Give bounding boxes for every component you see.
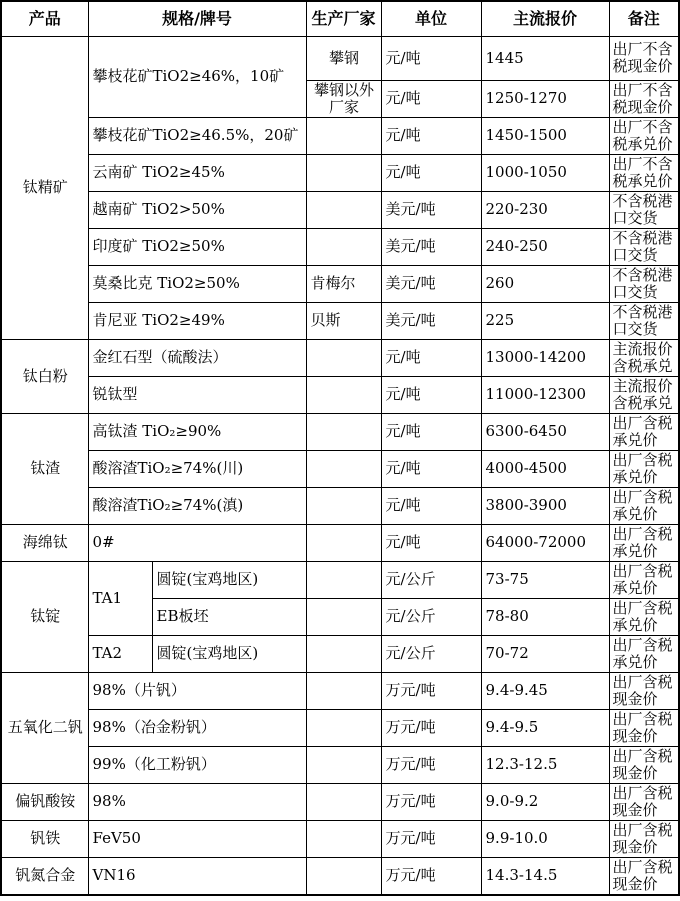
unit-cell: 万元/吨 (381, 820, 481, 857)
remark-cell: 出厂不含税承兑价 (609, 154, 679, 191)
product-vanadium-pentoxide-cell: 五氧化二钒 (1, 672, 88, 783)
unit-cell: 美元/吨 (381, 228, 481, 265)
remark-cell: 出厂含税现金价 (609, 857, 679, 895)
remark-cell: 出厂不含税承兑价 (609, 117, 679, 154)
spec-cell: 金红石型（硫酸法） (88, 339, 306, 376)
column-header: 主流报价 (481, 1, 609, 36)
price-cell: 73-75 (481, 561, 609, 598)
product-titanium-ingot-cell: 钛锭 (1, 561, 88, 672)
table-row (1, 672, 679, 709)
maker-cell: 攀钢以外厂家 (306, 80, 381, 117)
grade-cell: TA1 (88, 561, 152, 635)
price-cell: 260 (481, 265, 609, 302)
table-row (1, 635, 679, 672)
spec-cell: 锐钛型 (88, 376, 306, 413)
unit-cell: 元/吨 (381, 36, 481, 80)
price-cell: 70-72 (481, 635, 609, 672)
unit-cell: 元/吨 (381, 524, 481, 561)
maker-cell (306, 561, 381, 598)
unit-cell: 美元/吨 (381, 191, 481, 228)
maker-cell: 贝斯 (306, 302, 381, 339)
column-header: 备注 (609, 1, 679, 36)
remark-cell: 不含税港口交货 (609, 191, 679, 228)
spec-cell: 酸溶渣TiO₂≥74%(滇) (88, 487, 306, 524)
table-row (1, 820, 679, 857)
unit-cell: 万元/吨 (381, 857, 481, 895)
column-header: 单位 (381, 1, 481, 36)
price-cell: 3800-3900 (481, 487, 609, 524)
unit-cell: 万元/吨 (381, 783, 481, 820)
product-ammonium-metavanadate-cell: 偏钒酸铵 (1, 783, 88, 820)
unit-cell: 元/公斤 (381, 635, 481, 672)
unit-cell: 元/吨 (381, 413, 481, 450)
table-row (1, 857, 679, 895)
column-header: 生产厂家 (306, 1, 381, 36)
remark-cell: 出厂不含税现金价 (609, 36, 679, 80)
table-row (1, 117, 679, 154)
maker-cell (306, 191, 381, 228)
table-row (1, 191, 679, 228)
table-row (1, 376, 679, 413)
product-vanadium-nitrogen-alloy-cell: 钒氮合金 (1, 857, 88, 895)
unit-cell: 元/公斤 (381, 561, 481, 598)
product-titanium-sponge-cell: 海绵钛 (1, 524, 88, 561)
maker-cell (306, 450, 381, 487)
spec-cell: 98%（冶金粉钒） (88, 709, 306, 746)
spec-cell: 高钛渣 TiO₂≥90% (88, 413, 306, 450)
maker-cell (306, 117, 381, 154)
maker-cell (306, 487, 381, 524)
column-header: 产品 (1, 1, 88, 36)
spec-cell: 攀枝花矿TiO2≥46.5%，20矿 (88, 117, 306, 154)
price-cell: 14.3-14.5 (481, 857, 609, 895)
table-header (1, 1, 679, 36)
spec-cell: 0# (88, 524, 306, 561)
price-cell: 9.9-10.0 (481, 820, 609, 857)
table-row (1, 561, 679, 598)
table-row (1, 302, 679, 339)
product-ferrovanadium-cell: 钒铁 (1, 820, 88, 857)
product-titanium-dioxide-cell: 钛白粉 (1, 339, 88, 413)
table-row (1, 265, 679, 302)
spec-cell: 云南矿 TiO2≥45% (88, 154, 306, 191)
price-cell: 1445 (481, 36, 609, 80)
product-titanium-concentrate-cell: 钛精矿 (1, 36, 88, 339)
remark-cell: 出厂含税承兑价 (609, 635, 679, 672)
spec-cell: 圆锭(宝鸡地区) (152, 635, 306, 672)
remark-cell: 出厂含税承兑价 (609, 450, 679, 487)
maker-cell (306, 746, 381, 783)
spec-cell: 莫桑比克 TiO2≥50% (88, 265, 306, 302)
price-cell: 6300-6450 (481, 413, 609, 450)
remark-cell: 主流报价含税承兑 (609, 376, 679, 413)
maker-cell (306, 228, 381, 265)
price-cell: 9.4-9.45 (481, 672, 609, 709)
spec-cell: 酸溶渣TiO₂≥74%(川) (88, 450, 306, 487)
spec-cell: 越南矿 TiO2>50% (88, 191, 306, 228)
price-cell: 225 (481, 302, 609, 339)
price-cell: 11000-12300 (481, 376, 609, 413)
table-body (1, 36, 679, 895)
price-cell: 1250-1270 (481, 80, 609, 117)
unit-cell: 元/吨 (381, 154, 481, 191)
maker-cell (306, 598, 381, 635)
unit-cell: 元/公斤 (381, 598, 481, 635)
maker-cell (306, 857, 381, 895)
price-cell: 4000-4500 (481, 450, 609, 487)
remark-cell: 出厂含税现金价 (609, 820, 679, 857)
remark-cell: 出厂含税现金价 (609, 746, 679, 783)
column-header: 规格/牌号 (88, 1, 306, 36)
remark-cell: 出厂含税承兑价 (609, 487, 679, 524)
remark-cell: 出厂含税现金价 (609, 672, 679, 709)
unit-cell: 万元/吨 (381, 746, 481, 783)
unit-cell: 元/吨 (381, 376, 481, 413)
price-cell: 12.3-12.5 (481, 746, 609, 783)
remark-cell: 出厂含税承兑价 (609, 413, 679, 450)
unit-cell: 元/吨 (381, 80, 481, 117)
maker-cell (306, 154, 381, 191)
remark-cell: 出厂含税承兑价 (609, 561, 679, 598)
table-row (1, 413, 679, 450)
spec-cell: 99%（化工粉钒） (88, 746, 306, 783)
table-row (1, 524, 679, 561)
maker-cell (306, 413, 381, 450)
price-cell: 9.4-9.5 (481, 709, 609, 746)
table-row (1, 339, 679, 376)
maker-cell: 攀钢 (306, 36, 381, 80)
price-cell: 1450-1500 (481, 117, 609, 154)
remark-cell: 出厂不含税现金价 (609, 80, 679, 117)
table-row (1, 783, 679, 820)
spec-cell: 98% (88, 783, 306, 820)
table-row (1, 746, 679, 783)
remark-cell: 出厂含税承兑价 (609, 598, 679, 635)
unit-cell: 元/吨 (381, 450, 481, 487)
maker-cell (306, 783, 381, 820)
unit-cell: 万元/吨 (381, 709, 481, 746)
unit-cell: 美元/吨 (381, 302, 481, 339)
remark-cell: 出厂含税现金价 (609, 709, 679, 746)
remark-cell: 不含税港口交货 (609, 265, 679, 302)
maker-cell (306, 635, 381, 672)
spec-cell: EB板坯 (152, 598, 306, 635)
maker-cell (306, 524, 381, 561)
price-cell: 13000-14200 (481, 339, 609, 376)
product-titanium-slag-cell: 钛渣 (1, 413, 88, 524)
spec-cell: 肯尼亚 TiO2≥49% (88, 302, 306, 339)
remark-cell: 出厂含税承兑价 (609, 524, 679, 561)
spec-cell: FeV50 (88, 820, 306, 857)
spec-cell: 攀枝花矿TiO2≥46%，10矿 (88, 36, 306, 117)
maker-cell (306, 709, 381, 746)
spec-cell: VN16 (88, 857, 306, 895)
unit-cell: 元/吨 (381, 117, 481, 154)
maker-cell: 肯梅尔 (306, 265, 381, 302)
maker-cell (306, 339, 381, 376)
remark-cell: 不含税港口交货 (609, 228, 679, 265)
unit-cell: 万元/吨 (381, 672, 481, 709)
price-cell: 64000-72000 (481, 524, 609, 561)
remark-cell: 不含税港口交货 (609, 302, 679, 339)
price-cell: 240-250 (481, 228, 609, 265)
table-row (1, 228, 679, 265)
price-cell: 1000-1050 (481, 154, 609, 191)
spec-cell: 圆锭(宝鸡地区) (152, 561, 306, 598)
remark-cell: 主流报价含税承兑 (609, 339, 679, 376)
unit-cell: 美元/吨 (381, 265, 481, 302)
price-cell: 9.0-9.2 (481, 783, 609, 820)
grade-cell: TA2 (88, 635, 152, 672)
table-row (1, 36, 679, 80)
spec-cell: 印度矿 TiO2≥50% (88, 228, 306, 265)
table-row (1, 154, 679, 191)
maker-cell (306, 376, 381, 413)
remark-cell: 出厂含税现金价 (609, 783, 679, 820)
maker-cell (306, 820, 381, 857)
table-row (1, 450, 679, 487)
unit-cell: 元/吨 (381, 339, 481, 376)
price-cell: 220-230 (481, 191, 609, 228)
maker-cell (306, 672, 381, 709)
unit-cell: 元/吨 (381, 487, 481, 524)
price-cell: 78-80 (481, 598, 609, 635)
table-row (1, 487, 679, 524)
spec-cell: 98%（片钒） (88, 672, 306, 709)
table-row (1, 709, 679, 746)
